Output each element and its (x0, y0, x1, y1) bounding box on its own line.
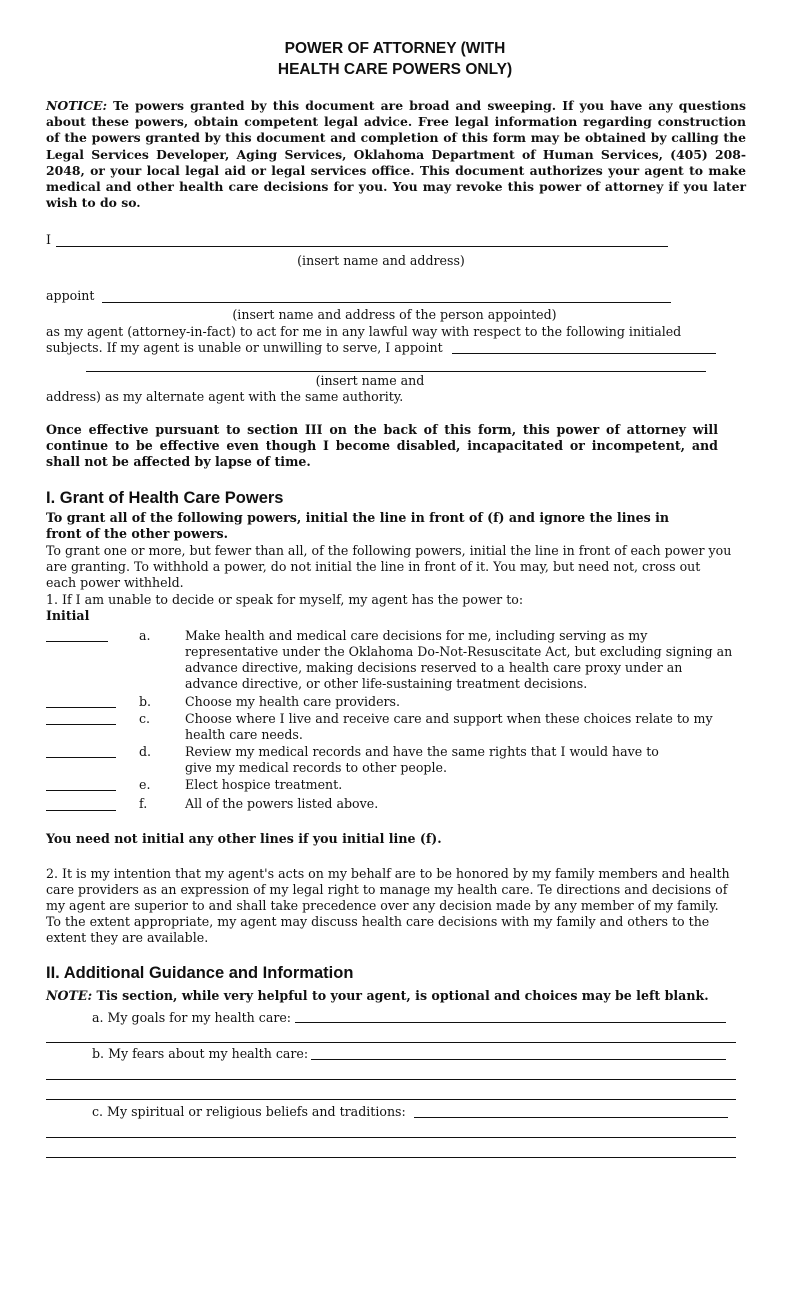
section-1-paragraph-2: 2. It is my intention that my agent's acts on my behalf are to be honored by my family members and health care providers as an expression of my legal right to manage my health care. Te directions and decisions of my agent are superior to and shall take precedence over any decision made by any member of my family. To the extent appropriate, my agent may discuss health care decisions with my family and others to the extent they are available. (46, 866, 730, 945)
agent-text-line-2: subjects. If my agent is unable or unwilling to serve, I appoint (46, 340, 443, 355)
principal-prefix: I (46, 232, 51, 247)
alternate-caption: (insert name and (315, 373, 425, 388)
title-line-1: POWER OF ATTORNEY (WITH (284, 40, 506, 57)
title-line-2: HEALTH CARE POWERS ONLY) (277, 61, 513, 78)
item-letter-d: d. (139, 744, 152, 759)
agent-name-line[interactable] (102, 302, 671, 303)
section-2-heading: II. Additional Guidance and Information (46, 964, 354, 982)
section-1-instruction: To grant one or more, but fewer than all, of the following powers, initial the line in front of each power you are granting. To withhold a power, do not initial the line in front of it. You may, but need not, cross out each power withheld. (46, 543, 732, 590)
beliefs-line-2[interactable] (46, 1137, 736, 1138)
section-1-heading: I. Grant of Health Care Powers (46, 489, 284, 507)
item-letter-e: e. (139, 777, 151, 792)
alternate-agent-line-1[interactable] (452, 353, 716, 354)
item-text-f: All of the powers listed above. (185, 796, 379, 811)
initial-line-b[interactable] (46, 707, 116, 708)
beliefs-label: c. My spiritual or religious beliefs and traditions: (92, 1104, 406, 1119)
item-letter-f: f. (139, 796, 148, 811)
effective-paragraph: Once effective pursuant to section III on the back of this form, this power of attorney will continue to be effective even though I become disabled, incapacitated or incompetent, and shall not be affected by lapse of time. (46, 422, 718, 469)
section-2-note-label: NOTE: (46, 988, 93, 1003)
alternate-text: address) as my alternate agent with the same authority. (46, 389, 404, 404)
initial-line-c[interactable] (46, 724, 116, 725)
section-2-note (46, 988, 709, 1004)
agent-caption: (insert name and address of the person appointed) (232, 307, 557, 322)
item-letter-a: a. (139, 628, 151, 643)
item-text-c: Choose where I live and receive care and support when these choices relate to my health care needs. (185, 711, 713, 742)
fears-label: b. My fears about my health care: (92, 1046, 309, 1061)
agent-prefix: appoint (46, 288, 95, 303)
item-letter-c: c. (139, 711, 151, 726)
section-1-note: You need not initial any other lines if you initial line (f). (46, 831, 442, 846)
item-text-a: Make health and medical care decisions for me, including serving as my representative under the Oklahoma Do-Not-Resuscitate Act, but excluding signing an advance directive, making decisions reserved to a health care proxy under an advance directive, or other life-sustaining treatment decisions. (185, 628, 733, 691)
initial-line-a[interactable] (46, 641, 108, 642)
item-letter-b: b. (139, 694, 152, 709)
item-text-d: Review my medical records and have the same rights that I would have to give my medical records to other people. (185, 744, 659, 775)
beliefs-line-1[interactable] (414, 1117, 728, 1118)
initial-line-d[interactable] (46, 757, 116, 758)
principal-caption: (insert name and address) (297, 253, 465, 268)
notice-paragraph (46, 98, 746, 211)
item-text-e: Elect hospice treatment. (185, 777, 343, 792)
document-title (0, 38, 790, 80)
agent-text-line-1: as my agent (attorney-in-fact) to act for me in any lawful way with respect to the following initialed (46, 324, 682, 339)
alternate-agent-line-2[interactable] (86, 371, 706, 372)
initial-line-e[interactable] (46, 790, 116, 791)
section-1-bold-instruction: To grant all of the following powers, initial the line in front of (f) and ignore the lines in front of the other powers. (46, 510, 670, 541)
goals-line-1[interactable] (295, 1022, 726, 1023)
section-1-intro: 1. If I am unable to decide or speak for myself, my agent has the power to: (46, 592, 524, 607)
principal-name-line[interactable] (56, 246, 668, 247)
initial-line-f[interactable] (46, 810, 116, 811)
fears-line-3[interactable] (46, 1099, 736, 1100)
notice-text: Te powers granted by this document are broad and sweeping. If you have any questions about these powers, obtain competent legal advice. Free legal information regarding construction of the powers granted by this document and completion of this form may be obtained by calling the Legal Services Developer, Aging Services, Oklahoma Department of Human Services, (405) 208-2048, or your local legal aid or legal services office. This document authorizes your agent to make medical and other health care decisions for you. You may revoke this power of attorney if you later wish to do so. (46, 98, 746, 211)
fears-line-2[interactable] (46, 1079, 736, 1080)
notice-label: NOTICE: (46, 98, 108, 113)
fears-line-1[interactable] (311, 1059, 726, 1060)
section-2-note-text: Tis section, while very helpful to your agent, is optional and choices may be left blank. (92, 988, 709, 1003)
initial-label: Initial (46, 608, 90, 623)
goals-label: a. My goals for my health care: (92, 1010, 292, 1025)
beliefs-line-3[interactable] (46, 1157, 736, 1158)
goals-line-2[interactable] (46, 1042, 736, 1043)
item-text-b: Choose my health care providers. (185, 694, 401, 709)
